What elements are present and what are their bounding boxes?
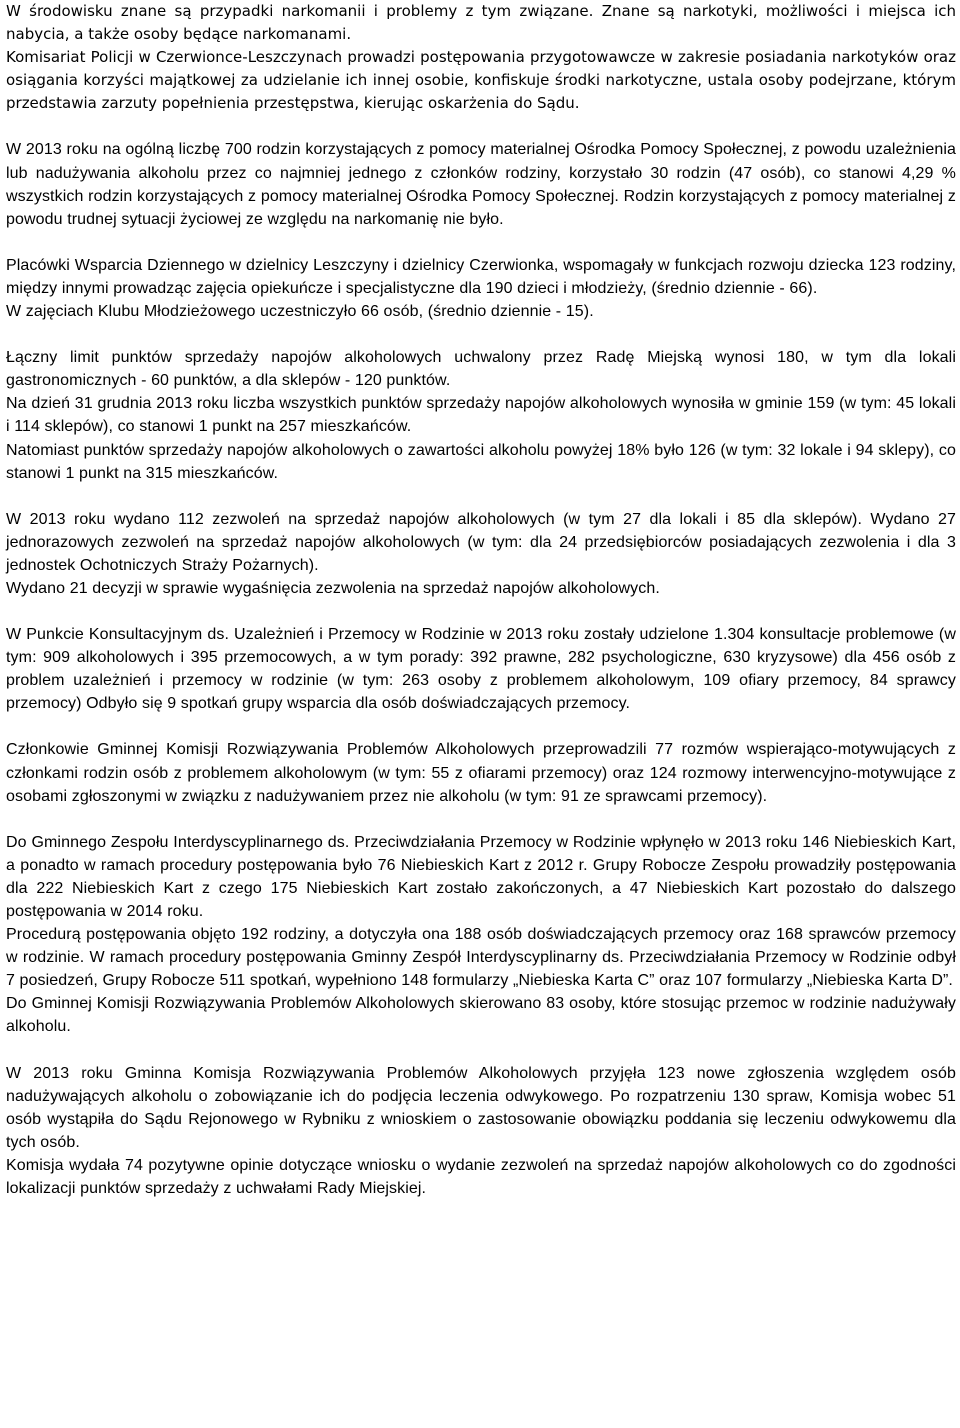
paragraph-permit-opinions: Komisja wydała 74 pozytywne opinie dotyczące wniosku o wydanie zezwoleń na sprzedaż napojów alkoholowych co do zgodności lokalizacji punktów sprzedaży z uchwałami Rady Miejskiej. <box>6 1156 956 1198</box>
paragraph-gap <box>6 231 956 254</box>
paragraph-drugs-environment: W środowisku znane są przypadki narkomanii i problemy z tym związane. Znane są narkotyki, możliwości i miejsca ich nabycia, a także osoby będące narkomanami. <box>6 2 956 44</box>
paragraph-blue-cards: Do Gminnego Zespołu Interdyscyplinarnego ds. Przeciwdziałania Przemocy w Rodzinie wpłynęło w 2013 roku 146 Niebieskich Kart, a ponadto w ramach procedury postępowania było 76 Niebieskich Kart z 2012 r. Grupy Robocze Zespołu prowadziły postępowania dla 222 Niebieskich Kart z czego 175 Niebieskich Kart zostało zakończonych, a 47 Niebieskich Kart pozostało do dalszego postępowania w 2014 roku. <box>6 833 956 920</box>
paragraph-sales-points-over-18: Natomiast punktów sprzedaży napojów alkoholowych o zawartości alkoholu powyżej 18% było 126 (w tym: 32 lokale i 94 sklepy), co stanowi 1 punkt na 315 mieszkańców. <box>6 441 956 482</box>
paragraph-gap <box>6 715 956 738</box>
paragraph-gap <box>6 323 956 346</box>
paragraph-social-welfare-families: W 2013 roku na ogólną liczbę 700 rodzin korzystających z pomocy materialnej Ośrodka Pomocy Społecznej, z powodu uzależnienia lub nadużywania alkoholu przez co najmniej jednego z członków rodziny, korzystało 30 rodzin (47 osób), co stanowi 4,29 % wszystkich rodzin korzystających z pomocy materialnej Ośrodka Pomocy Społecznej. Rodzin korzystających z pomocy materialnej z powodu trudnej sytuacji życiowej ze względu na narkomanię nie było. <box>6 141 956 228</box>
paragraph-permit-expiry-decisions: Wydano 21 decyzji w sprawie wygaśnięcia zezwolenia na sprzedaż napojów alkoholowych. <box>6 579 660 597</box>
paragraph-consultation-point: W Punkcie Konsultacyjnym ds. Uzależnień i Przemocy w Rodzinie w 2013 roku zostały udzielone 1.304 konsultacje problemowe (w tym: 909 alkoholowych i 395 przemocowych, a w tym porady: 392 prawne, 282 psychologiczne, 630 kryzysowe) dla 456 osób z problem uzależnień i przemocy w rodzinie (w tym: 263 osoby z problemem alkoholowym, 109 ofiary przemocy, 84 sprawcy przemocy) Odbyło się 9 spotkań grupy wsparcia dla osób doświadczających przemocy. <box>6 626 956 713</box>
paragraph-referrals-to-commission: Do Gminnej Komisji Rozwiązywania Problemów Alkoholowych skierowano 83 osoby, które stosując przemoc w rodzinie nadużywały alkoholu. <box>6 995 956 1036</box>
paragraph-day-support-centers: Placówki Wsparcia Dziennego w dzielnicy Leszczyny i dzielnicy Czerwionka, wspomagały w funkcjach rozwoju dziecka 123 rodziny, między innymi prowadząc zajęcia opiekuńcze i specjalistyczne dla 190 dzieci i młodzieży, (średnio dziennie - 66). <box>6 256 956 297</box>
document-page <box>6 0 956 1200</box>
paragraph-commission-conversations: Członkowie Gminnej Komisji Rozwiązywania Problemów Alkoholowych przeprowadzili 77 rozmów wspierająco-motywujących z członkami rodzin osób z problemem alkoholowym (w tym: 55 z ofiarami przemocy) oraz 124 rozmowy interwencyjno-motywujące z osobami zgłoszonymi w związku z nadużywaniem przez nie alkoholu (w tym: 91 ze sprawcami przemocy). <box>6 741 956 805</box>
paragraph-sales-points-count: Na dzień 31 grudnia 2013 roku liczba wszystkich punktów sprzedaży napojów alkoholowych wynosiła w gminie 159 (w tym: 45 lokali i 114 sklepów), co stanowi 1 punkt na 257 mieszkańców. <box>6 395 956 436</box>
paragraph-procedure-families: Procedurą postępowania objęto 192 rodziny, a dotyczyła ona 188 osób doświadczających przemocy oraz 168 sprawców przemocy w rodzinie. W ramach procedury postępowania Gminny Zespół Interdyscyplinarny ds. Przeciwdziałania Przemocy w Rodzinie odbył 7 posiedzeń, Grupy Robocze 511 spotkań, wypełniono 148 formularzy „Niebieska Karta C” oraz 107 formularzy „Niebieska Karta D”. <box>6 926 956 990</box>
paragraph-police-station: Komisariat Policji w Czerwionce-Leszczynach prowadzi postępowania przygotowawcze w zakresie posiadania narkotyków oraz osiągania korzyści majątkowej za udzielanie ich innej osobie, konfiskuje środki narkotyczne, ustala osoby podejrzane, którym przedstawia zarzuty popełnienia przestępstwa, kierując oskarżenia do Sądu. <box>6 48 956 113</box>
paragraph-youth-club: W zajęciach Klubu Młodzieżowego uczestniczyło 66 osób, (średnio dziennie - 15). <box>6 303 594 321</box>
paragraph-gap <box>6 115 956 138</box>
paragraph-gap <box>6 600 956 623</box>
paragraph-gap <box>6 485 956 508</box>
paragraph-treatment-applications: W 2013 roku Gminna Komisja Rozwiązywania Problemów Alkoholowych przyjęła 123 nowe zgłoszenia względem osób nadużywających alkoholu o zobowiązanie ich do podjęcia leczenia odwykowego. Po rozpatrzeniu 130 spraw, Komisja wobec 51 osób wystąpiła do Sądu Rejonowego w Rybniku z wnioskiem o zastosowanie obowiązku poddania się leczeniu odwykowemu dla tych osób. <box>6 1064 956 1151</box>
paragraph-sales-points-limit: Łączny limit punktów sprzedaży napojów alkoholowych uchwalony przez Radę Miejską wynosi 180, w tym dla lokali gastronomicznych - 60 punktów, a dla sklepów - 120 punktów. <box>6 349 956 390</box>
paragraph-gap <box>6 808 956 831</box>
paragraph-permits-issued: W 2013 roku wydano 112 zezwoleń na sprzedaż napojów alkoholowych (w tym 27 dla lokali i 85 dla sklepów). Wydano 27 jednorazowych zezwoleń na sprzedaż napojów alkoholowych (w tym: dla 24 przedsiębiorców posiadających zezwolenia i dla 3 jednostek Ochotniczych Straży Pożarnych). <box>6 510 956 574</box>
paragraph-gap <box>6 1039 956 1062</box>
